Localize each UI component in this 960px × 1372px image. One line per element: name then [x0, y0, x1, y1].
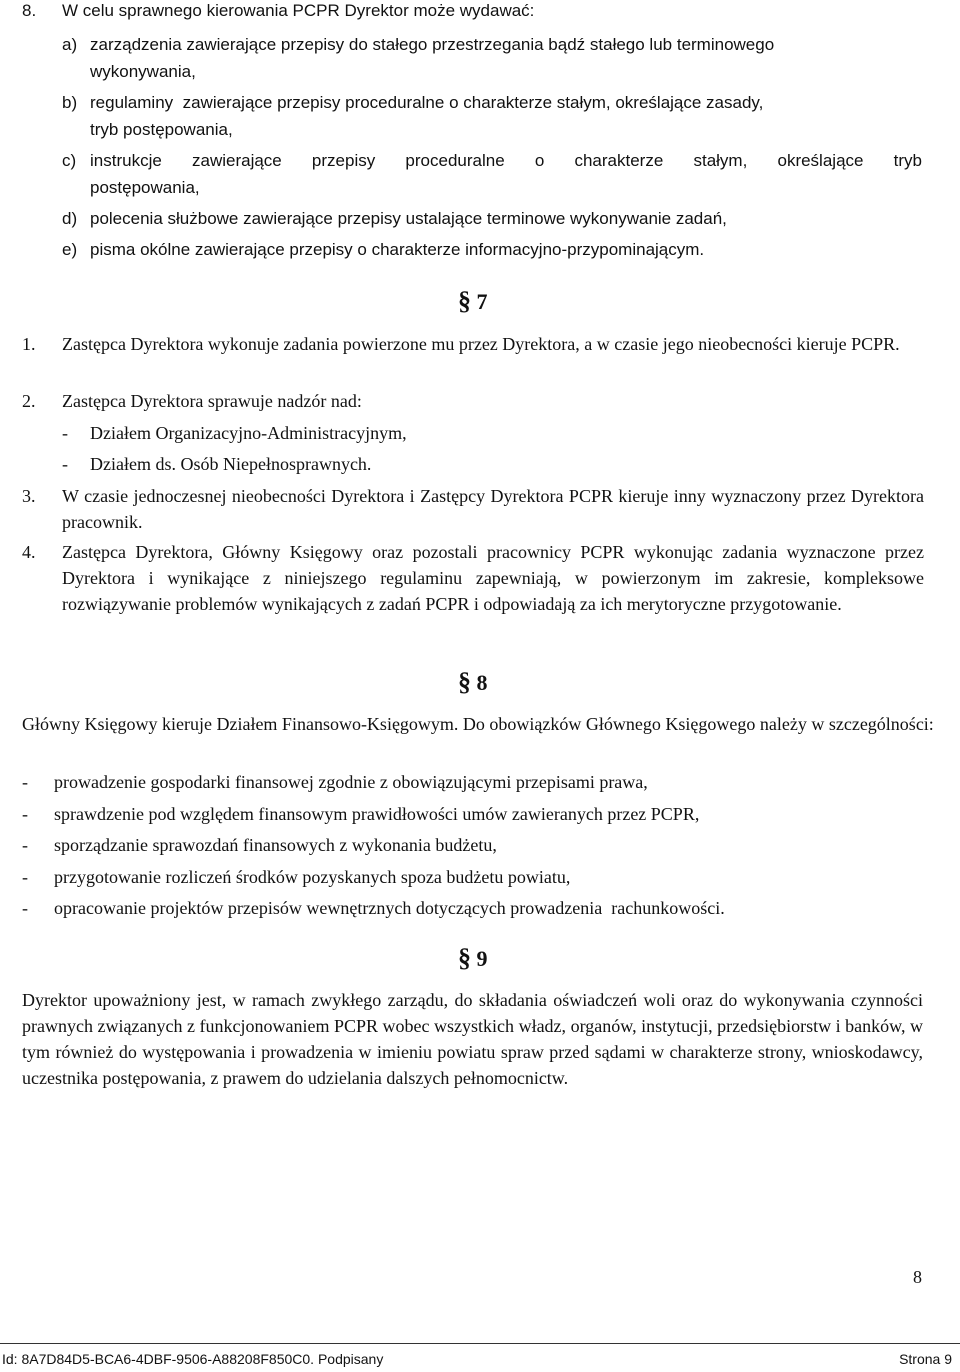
s9-text: Dyrektor upoważniony jest, w ramach zwykłego zarządu, do składania oświadczeń woli oraz do wykonywania czynności prawnych związanych z funkcjonowaniem PCPR wobec wszystkich władz, organów, instytucji, przedsiębiorstw i banków, w tym również do występowania i prowadzenia w imieniu powiatu spraw przed sądami w charakterze strony, wnioskodawcy, uczestnika postępowania, z prawem do udzielania dalszych pełnomocnictw.: [22, 990, 923, 1088]
page-number: 8: [913, 1267, 922, 1287]
item-e-text: pisma okólne zawierające przepisy o charakterze informacyjno-przypominającym.: [90, 240, 705, 259]
s7-p2-dash-1: -: [62, 423, 68, 443]
s7-p2-dash-2: -: [62, 454, 68, 474]
s8-dash-1: -: [22, 772, 28, 792]
s7-p1-number: 1.: [22, 334, 36, 354]
item-c-text: instrukcje zawierające przepisy proceduralne o charakterze stałym, określające tryb: [90, 151, 922, 170]
s8-dash-3: -: [22, 835, 28, 855]
s7-p2-number: 2.: [22, 391, 36, 411]
item-d-text: polecenia służbowe zawierające przepisy ustalające terminowe wykonywanie zadań,: [90, 209, 727, 228]
item-b-text: regulaminy zawierające przepisy proceduralne o charakterze stałym, określające zasady,: [90, 93, 764, 112]
section-8-heading: [458, 667, 488, 697]
s7-p4-number: 4.: [22, 542, 36, 562]
s7-p3-text: W czasie jednoczesnej nieobecności Dyrektora i Zastępcy Dyrektora PCPR kieruje inny wyznaczony przez Dyrektora pracownik.: [62, 486, 924, 532]
s8-intro: Główny Księgowy kieruje Działem Finansowo-Księgowym. Do obowiązków Głównego Księgowego należy w szczególności:: [22, 714, 934, 734]
item-e-label: e): [62, 240, 78, 259]
section-7-heading: [458, 286, 488, 316]
item-c-label: c): [62, 151, 77, 170]
s8-dash-5: -: [22, 898, 28, 918]
point-8-number: 8.: [22, 1, 37, 20]
section-9-heading: [458, 943, 488, 973]
s7-p3-number: 3.: [22, 486, 36, 506]
item-d-label: d): [62, 209, 78, 228]
section-symbol: §: [458, 943, 471, 972]
item-a-label: a): [62, 35, 78, 54]
item-a-text: zarządzenia zawierające przepisy do stałego przestrzegania bądź stałego lub terminowego: [90, 35, 775, 54]
s7-p1-text: Zastępca Dyrektora wykonuje zadania powierzone mu przez Dyrektora, a w czasie jego nieobecności kieruje PCPR.: [62, 334, 900, 354]
s8-dash-2: -: [22, 804, 28, 824]
item-c-text-cont: postępowania,: [90, 178, 200, 197]
section-number: 9: [476, 946, 488, 971]
s7-p2-item-2: Działem ds. Osób Niepełnosprawnych.: [90, 454, 372, 474]
footer-id: Id: 8A7D84D5-BCA6-4DBF-9506-A88208F850C0. Podpisany: [2, 1351, 384, 1367]
s8-item-2: sprawdzenie pod względem finansowym prawidłowości umów zawieranych przez PCPR,: [54, 804, 700, 824]
item-b-text-cont: tryb postępowania,: [90, 120, 233, 139]
s8-item-1: prowadzenie gospodarki finansowej zgodnie z obowiązującymi przepisami prawa,: [54, 772, 648, 792]
s7-p2-item-1: Działem Organizacyjno-Administracyjnym,: [90, 423, 407, 443]
s7-p4-text: Zastępca Dyrektora, Główny Księgowy oraz pozostali pracownicy PCPR wykonując zadania wyznaczone przez Dyrektora i wynikające z niniejszego regulaminu zapewniają, w powierzonym im zakresie, kompleksowe rozwiązywanie problemów wynikających z zadań PCPR i odpowiadają za ich merytoryczne przygotowanie.: [62, 542, 924, 614]
footer-page-label: Strona 9: [899, 1351, 952, 1367]
s8-item-3: sporządzanie sprawozdań finansowych z wykonania budżetu,: [54, 835, 497, 855]
s8-item-4: przygotowanie rozliczeń środków pozyskanych spoza budżetu powiatu,: [54, 867, 571, 887]
point-8-heading: W celu sprawnego kierowania PCPR Dyrektor może wydawać:: [62, 1, 535, 20]
footer-divider: [0, 1343, 960, 1344]
item-a-text-cont: wykonywania,: [90, 62, 196, 81]
s7-p2-text: Zastępca Dyrektora sprawuje nadzór nad:: [62, 391, 362, 411]
item-b-label: b): [62, 93, 78, 112]
section-number: 7: [476, 289, 488, 314]
section-symbol: §: [458, 667, 471, 696]
s8-dash-4: -: [22, 867, 28, 887]
section-symbol: §: [458, 286, 471, 315]
s8-item-5: opracowanie projektów przepisów wewnętrznych dotyczących prowadzenia rachunkowości.: [54, 898, 725, 918]
section-number: 8: [476, 670, 488, 695]
